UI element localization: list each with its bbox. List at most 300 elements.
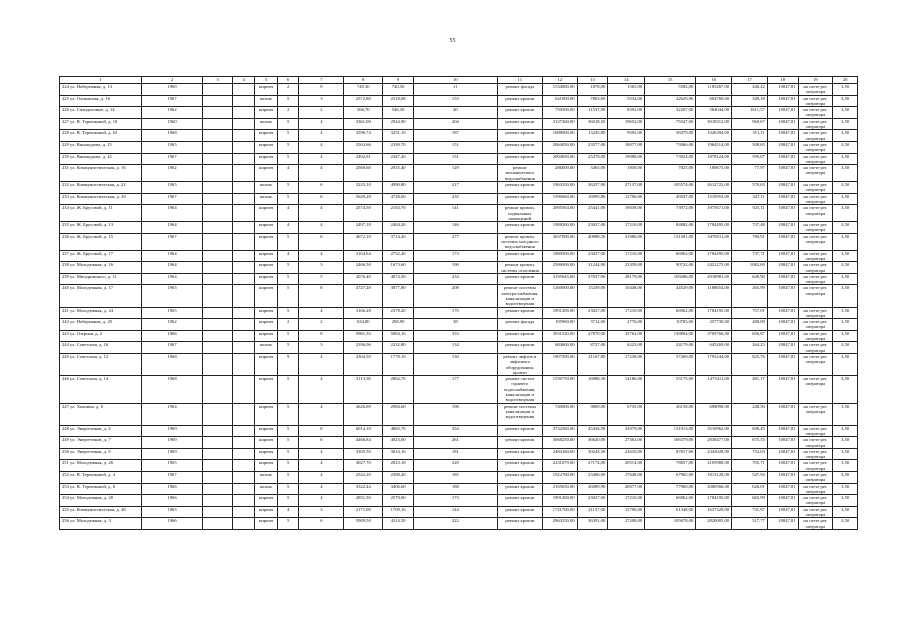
cell-s4: 32207,00 [645, 107, 696, 119]
cell-lim: 10047,81 [767, 403, 798, 425]
cell-fund: на счете рег. оператора [798, 250, 833, 262]
cell-s5: 2105988,00 [696, 460, 732, 472]
cell-empty [232, 425, 255, 437]
cell-lim: 10047,81 [767, 460, 798, 472]
cell-s5: 1637329,00 [696, 506, 732, 518]
cell-s3: 20077,00 [608, 483, 645, 495]
cell-mat: кирпич [255, 233, 278, 250]
cell-addr: 232 ул. Коммунистическая, д. 22 [60, 182, 142, 194]
cell-cost: 264,23 [732, 342, 768, 354]
cell-s5: 698098,00 [696, 403, 732, 425]
cell-s2: 37637,96 [577, 273, 608, 285]
cell-s1: 2231079,00 [542, 460, 577, 472]
cell-addr: 231 ул. Коммунистическая, д. 16 [60, 165, 142, 182]
cell-fund: на счете рег. оператора [798, 353, 833, 375]
cell-cost: 737,48 [732, 222, 768, 234]
column-number-3: 3 [203, 77, 233, 84]
cell-work: ремонт фасада [497, 84, 542, 96]
cell-lim: 10047,81 [767, 437, 798, 449]
cell-work: ремонт систем горячего водоснабжения, канализации и водоотведения [497, 376, 542, 403]
cell-s3: 27208,00 [608, 518, 645, 530]
cell-a2: 4074,50 [383, 273, 414, 285]
cell-fund: на счете рег. оператора [798, 84, 833, 96]
cell-mat: кирпич [255, 307, 278, 319]
cell-s1: 750500,00 [542, 107, 577, 119]
cell-work: ремонт кровли [497, 153, 542, 165]
cell-s5: 2343028,00 [696, 448, 732, 460]
cell-work: ремонт кровли [497, 448, 542, 460]
cell-addr: 233 ул. Коммунистическая, д. 28 [60, 193, 142, 205]
cell-rate: 3,50 [833, 330, 858, 342]
cell-addr: 229 ул. Винокурова, д. 15 [60, 141, 142, 153]
cell-fund: на счете рег. оператора [798, 460, 833, 472]
cell-empty [203, 425, 233, 437]
cell-s2: 23577,00 [577, 141, 608, 153]
cell-year: 1964 [141, 250, 202, 262]
table-row [60, 165, 858, 182]
cell-fund: на счете рег. оператора [798, 376, 833, 403]
cell-fund: на счете рег. оператора [798, 95, 833, 107]
cell-addr: 256 ул. Молодежная, д. 3 [60, 518, 142, 530]
cell-res: 38 [413, 319, 497, 331]
cell-mat: кирпич [255, 330, 278, 342]
table-row [60, 425, 858, 437]
cell-fl: 5 [277, 193, 298, 205]
cell-rate: 3,50 [833, 495, 858, 507]
column-number-17: 17 [732, 77, 768, 84]
cell-en: 4 [299, 353, 344, 375]
cell-en: 4 [299, 130, 344, 142]
cell-s3: 6735,00 [608, 403, 645, 425]
cell-empty [232, 448, 255, 460]
cell-year: 1968 [141, 376, 202, 403]
cell-a1: 2304,50 [344, 353, 383, 375]
cell-s2: 36620,00 [577, 437, 608, 449]
table-row [60, 153, 858, 165]
cell-a2: 2347,20 [383, 153, 414, 165]
cell-cost: 705,71 [732, 460, 768, 472]
cell-res: 322 [413, 518, 497, 530]
cell-s3: 15796,00 [608, 506, 645, 518]
cell-res: 130 [413, 353, 497, 375]
cell-en: 4 [299, 472, 344, 484]
cell-s3: 22610,00 [608, 448, 645, 460]
cell-fl: 5 [277, 518, 298, 530]
cell-empty [232, 403, 255, 425]
cell-a2: 4023,00 [383, 437, 414, 449]
cell-s4: 66962,00 [645, 250, 696, 262]
cell-empty [203, 319, 233, 331]
cell-cost: 77,97 [732, 165, 768, 182]
cell-s1: 641000,00 [542, 95, 577, 107]
cell-a2: 2023,10 [383, 460, 414, 472]
cell-lim: 10047,81 [767, 141, 798, 153]
cell-mat: кирпич [255, 448, 278, 460]
column-number-8: 8 [344, 77, 383, 84]
cell-a1: 3522,44 [344, 483, 383, 495]
cell-a1: 740,30 [344, 84, 383, 96]
cell-a2: 3014,10 [383, 448, 414, 460]
cell-a2: 2035,40 [383, 165, 414, 182]
cell-s2: 9809,00 [577, 403, 608, 425]
cell-work: ремонт кровли [497, 250, 542, 262]
cell-s4: 22629,96 [645, 95, 696, 107]
cell-s4: 90722,00 [645, 262, 696, 274]
cell-empty [203, 250, 233, 262]
cell-addr: 253 ул. В. Терешковой, д. 8 [60, 483, 142, 495]
cell-empty [232, 233, 255, 250]
cell-s3: 17238,00 [608, 353, 645, 375]
cell-rate: 3,50 [833, 472, 858, 484]
cell-empty [232, 307, 255, 319]
cell-a1: 3361,00 [344, 118, 383, 130]
cell-fl: 2 [277, 107, 298, 119]
cell-s5: 1878124,00 [696, 153, 732, 165]
cell-addr: 250 ул. Энергетиков, д. 9 [60, 448, 142, 460]
cell-en: 4 [299, 222, 344, 234]
cell-work: ремонт кровли [497, 222, 542, 234]
cell-addr: 243 ул. Озерная, д. 2 [60, 330, 142, 342]
cell-en: 6 [299, 437, 344, 449]
cell-res: 190 [413, 262, 497, 274]
cell-a2: 740,30 [383, 84, 414, 96]
cell-empty [203, 233, 233, 250]
cell-s1: 1721700,00 [542, 506, 577, 518]
cell-fl: 2 [277, 319, 298, 331]
cell-s4: 66962,00 [645, 495, 696, 507]
cell-res: 217 [413, 182, 497, 194]
cell-res: 151 [413, 153, 497, 165]
cell-s4: 106379,00 [645, 437, 696, 449]
cell-fl: 5 [277, 437, 298, 449]
cell-mat: шпаль [255, 193, 278, 205]
cell-empty [232, 273, 255, 285]
table-row [60, 250, 858, 262]
cell-rate: 3,50 [833, 205, 858, 222]
cell-en: 4 [299, 448, 344, 460]
cell-res: 177 [413, 376, 497, 403]
cell-s5: 1473411,00 [696, 376, 732, 403]
cell-empty [232, 495, 255, 507]
table-body [60, 77, 858, 530]
cell-a1: 2466,50 [344, 262, 383, 274]
cell-rate: 3,50 [833, 118, 858, 130]
cell-lim: 10047,81 [767, 107, 798, 119]
cell-s5: 1510953,00 [696, 193, 732, 205]
cell-a2: 4990,80 [383, 182, 414, 194]
cell-s1: 1590660,00 [542, 193, 577, 205]
cell-s3: 8592,00 [608, 107, 645, 119]
table-row [60, 273, 858, 285]
cell-year: 1967 [141, 153, 202, 165]
table-row [60, 285, 858, 307]
column-number-15: 15 [645, 77, 696, 84]
cell-s4: 55175,00 [645, 376, 696, 403]
cell-s4: 87817,00 [645, 448, 696, 460]
cell-s2: 11537,90 [577, 107, 608, 119]
cell-s4: 105678,00 [645, 518, 696, 530]
cell-s2: 25441,00 [577, 205, 608, 222]
cell-mat: кирпич [255, 319, 278, 331]
cell-s4: 73924,00 [645, 153, 696, 165]
cell-s3: 31980,00 [608, 233, 645, 250]
cell-s2: 23027,00 [577, 495, 608, 507]
cell-cost: 570,63 [732, 182, 768, 194]
cell-a1: 2497,18 [344, 222, 383, 234]
cell-s3: 10448,00 [608, 285, 645, 307]
cell-s4: 10783,00 [645, 319, 696, 331]
table-row [60, 460, 858, 472]
cell-s5: 1784195,00 [696, 307, 732, 319]
cell-addr: 248 ул. Энергетиков, д. 3 [60, 425, 142, 437]
column-number-7: 7 [299, 77, 344, 84]
cell-cost: 349,18 [732, 95, 768, 107]
cell-lim: 10047,81 [767, 448, 798, 460]
cell-addr: 251 ул. Молодежная, д. 26 [60, 460, 142, 472]
cell-fund: на счете рег. оператора [798, 437, 833, 449]
cell-fl: 5 [277, 130, 298, 142]
cell-fl: 4 [277, 165, 298, 182]
cell-fund: на счете рег. оператора [798, 506, 833, 518]
cell-s4: 7825,00 [645, 165, 696, 182]
cell-fl: 5 [277, 403, 298, 425]
cell-s4: 61348,00 [645, 506, 696, 518]
cell-lim: 10047,81 [767, 425, 798, 437]
cell-s1: 2004050,00 [542, 153, 577, 165]
cell-rate: 3,50 [833, 460, 858, 472]
cell-year: 1965 [141, 182, 202, 194]
cell-res: 333 [413, 330, 497, 342]
cell-s3: 9592,00 [608, 130, 645, 142]
cell-s2: 16995,86 [577, 193, 608, 205]
table-row [60, 141, 858, 153]
cell-s4: 49547,00 [645, 193, 696, 205]
cell-addr: 225 ул. Олимпская, д. 16 [60, 95, 142, 107]
table-row [60, 483, 858, 495]
cell-fund: на счете рег. оператора [798, 182, 833, 194]
cell-rate: 3,50 [833, 342, 858, 354]
cell-s5: 1784495,00 [696, 222, 732, 234]
cell-a2: 1709,10 [383, 506, 414, 518]
cell-rate: 3,50 [833, 107, 858, 119]
cell-cost: 265,99 [732, 285, 768, 307]
cell-s3: 17210,00 [608, 250, 645, 262]
cell-fl: 5 [277, 262, 298, 274]
table-row [60, 182, 858, 194]
cell-a1: 4672,10 [344, 233, 383, 250]
cell-mat: кирпич [255, 425, 278, 437]
cell-empty [232, 506, 255, 518]
cell-s3: 18077,00 [608, 141, 645, 153]
cell-fund: на счете рег. оператора [798, 153, 833, 165]
cell-s2: 40088,30 [577, 233, 608, 250]
cell-addr: 224 ул. Набережная, д. 13 [60, 84, 142, 96]
cell-a1: 2563,66 [344, 141, 383, 153]
cell-a1: 2396,06 [344, 342, 383, 354]
cell-s3: 28179,00 [608, 273, 645, 285]
cell-s2: 23027,00 [577, 307, 608, 319]
cell-cost: 737,71 [732, 250, 768, 262]
cell-a1: 3305,50 [344, 448, 383, 460]
cell-empty [232, 483, 255, 495]
cell-empty [203, 262, 233, 274]
cell-cost: 248,50 [732, 403, 768, 425]
cell-a2: 2579,00 [383, 495, 414, 507]
cell-cost: 757,01 [732, 307, 768, 319]
cell-s4: 78657,00 [645, 460, 696, 472]
cell-res: 11 [413, 84, 497, 96]
cell-lim: 10047,81 [767, 342, 798, 354]
cell-rate: 3,50 [833, 95, 858, 107]
table-row [60, 495, 858, 507]
cell-res: 196 [413, 403, 497, 425]
cell-s3: 17210,00 [608, 222, 645, 234]
table-row [60, 84, 858, 96]
cell-s4: 131581,00 [645, 233, 696, 250]
cell-empty [232, 95, 255, 107]
cell-work: ремонт кровли [497, 330, 542, 342]
cell-a1: 5649,28 [344, 193, 383, 205]
cell-empty [232, 472, 255, 484]
cell-mat: кирпич [255, 353, 278, 375]
cell-s3: 12796,00 [608, 193, 645, 205]
cell-rate: 3,50 [833, 141, 858, 153]
cell-empty [203, 130, 233, 142]
cell-rate: 3,50 [833, 233, 858, 250]
cell-s3: 23359,00 [608, 262, 645, 274]
cell-s4: 26158,00 [645, 403, 696, 425]
cell-lim: 10047,81 [767, 319, 798, 331]
cell-s5: 1188654,00 [696, 285, 732, 307]
housing-repair-table [59, 76, 858, 530]
cell-fund: на счете рег. оператора [798, 118, 833, 130]
cell-s1: 1889500,00 [542, 250, 577, 262]
cell-year: 1967 [141, 233, 202, 250]
cell-fl: 2 [277, 84, 298, 96]
cell-fund: на счете рег. оператора [798, 518, 833, 530]
cell-s5: 1813128,00 [696, 472, 732, 484]
cell-s5: 2612722,00 [696, 182, 732, 194]
cell-fl: 4 [277, 222, 298, 234]
cell-mat: шпаль [255, 472, 278, 484]
cell-lim: 10047,81 [767, 153, 798, 165]
cell-s2: 3712,00 [577, 319, 608, 331]
cell-lim: 10047,81 [767, 118, 798, 130]
cell-addr: 249 ул. Энергетиков, д. 7 [60, 437, 142, 449]
cell-en: 4 [299, 483, 344, 495]
cell-a1: 2560,60 [344, 165, 383, 182]
cell-s1: 1550750,00 [542, 376, 577, 403]
cell-cost: 440,42 [732, 84, 768, 96]
cell-s1: 3068250,00 [542, 437, 577, 449]
cell-s5: 3709766,00 [696, 330, 732, 342]
cell-work: ремонт кровли [497, 141, 542, 153]
cell-en: 6 [299, 233, 344, 250]
cell-res: 173 [413, 495, 497, 507]
cell-mat: кирпич [255, 165, 278, 182]
cell-lim: 10047,81 [767, 472, 798, 484]
cell-lim: 10047,81 [767, 222, 798, 234]
cell-s5: 1964514,00 [696, 141, 732, 153]
cell-work: ремонт кровли [497, 495, 542, 507]
cell-year: 1964 [141, 262, 202, 274]
cell-cost: 517,77 [732, 518, 768, 530]
cell-lim: 10047,81 [767, 330, 798, 342]
cell-empty [232, 437, 255, 449]
cell-en: 8 [299, 330, 344, 342]
cell-a1: 3166,28 [344, 307, 383, 319]
cell-s4: 84882,00 [645, 222, 696, 234]
cell-a2: 2232,80 [383, 342, 414, 354]
column-number-12: 12 [542, 77, 577, 84]
cell-a1: 2542,20 [344, 472, 383, 484]
cell-fl: 5 [277, 495, 298, 507]
cell-mat: кирпич [255, 205, 278, 222]
cell-a2: 2339,70 [383, 141, 414, 153]
cell-res: 134 [413, 342, 497, 354]
cell-empty [203, 193, 233, 205]
cell-s1: 1891200,00 [542, 307, 577, 319]
cell-fund: на счете рег. оператора [798, 222, 833, 234]
cell-fl: 5 [277, 285, 298, 307]
cell-mat: кирпич [255, 107, 278, 119]
cell-year: 1969 [141, 84, 202, 96]
cell-s3: 27137,00 [608, 182, 645, 194]
table-row [60, 222, 858, 234]
column-number-5: 5 [255, 77, 278, 84]
cell-year: 1965 [141, 141, 202, 153]
cell-cost: 351,11 [732, 130, 768, 142]
cell-empty [232, 250, 255, 262]
cell-s5: 1975671,00 [696, 205, 732, 222]
cell-fl: 4 [277, 250, 298, 262]
cell-addr: 228 ул. В. Терешковой, д. 63 [60, 130, 142, 142]
cell-s5: 1784495,00 [696, 250, 732, 262]
cell-empty [203, 307, 233, 319]
cell-empty [203, 165, 233, 182]
cell-fl: 5 [277, 141, 298, 153]
cell-a2: 5094,10 [383, 330, 414, 342]
table-row [60, 403, 858, 425]
cell-cost: 960,67 [732, 118, 768, 130]
cell-s5: 2918981,00 [696, 273, 732, 285]
cell-s3: 6225,00 [608, 342, 645, 354]
cell-empty [203, 141, 233, 153]
cell-rate: 3,50 [833, 273, 858, 285]
cell-cost: 925,11 [732, 205, 768, 222]
cell-fl: 4 [277, 506, 298, 518]
cell-en: 4 [299, 153, 344, 165]
cell-s1: 3637000,00 [542, 233, 577, 250]
cell-empty [203, 330, 233, 342]
table-row [60, 376, 858, 403]
cell-cost: 675,33 [732, 437, 768, 449]
cell-cost: 599,07 [732, 153, 768, 165]
cell-s5: 1026394,00 [696, 130, 732, 142]
cell-year: 1965 [141, 460, 202, 472]
cell-s1: 1907500,00 [542, 353, 577, 375]
cell-s4: 57269,00 [645, 353, 696, 375]
cell-s2: 7863,69 [577, 95, 608, 107]
cell-cost: 649,90 [732, 273, 768, 285]
cell-addr: 234 ул. Ж. Брусовой, д. 11 [60, 205, 142, 222]
cell-empty [203, 460, 233, 472]
cell-s3: 17210,00 [608, 307, 645, 319]
cell-s2: 21137,00 [577, 506, 608, 518]
cell-lim: 10047,81 [767, 495, 798, 507]
cell-fund: на счете рег. оператора [798, 205, 833, 222]
cell-s3: 27363,00 [608, 437, 645, 449]
